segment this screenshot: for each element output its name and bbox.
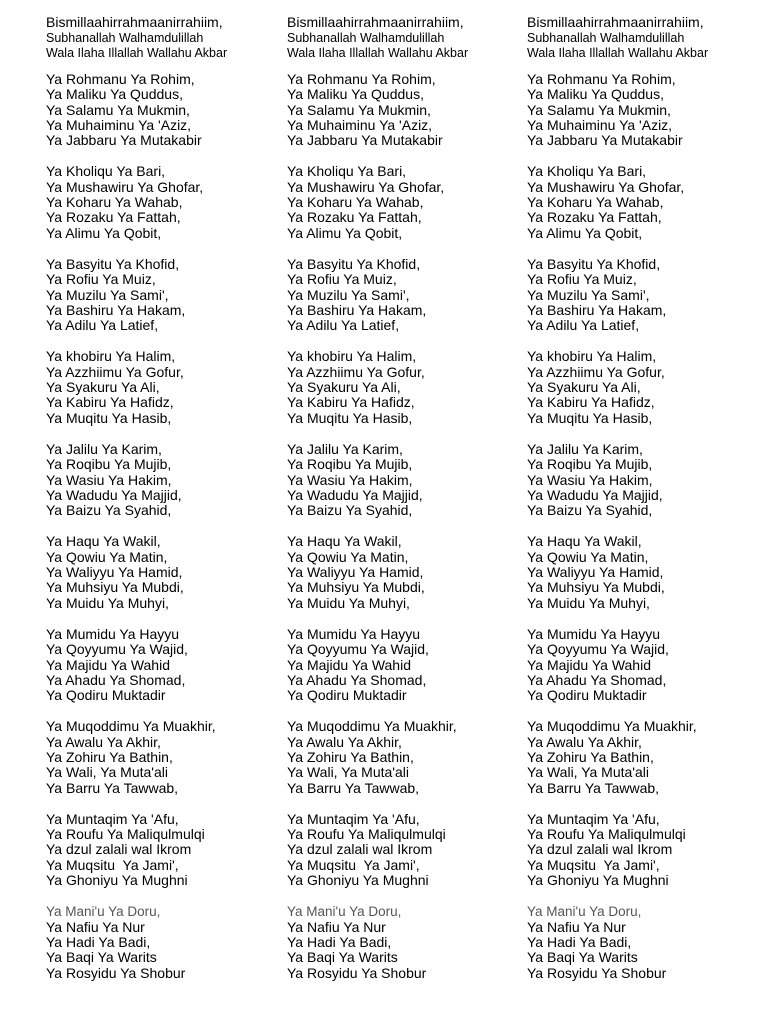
stanza (46, 904, 282, 980)
text-column-1 (46, 14, 282, 997)
verse-line: Ya Jalilu Ya Karim, (527, 440, 643, 457)
verse-line: Ya Muntaqim Ya 'Afu, (287, 810, 420, 827)
verse-line: Ya Muidu Ya Muhyi, (527, 594, 650, 611)
verse-line: Ya Roqibu Ya Mujib, (46, 456, 172, 473)
verse-line: Ya Awalu Ya Akhir, (46, 733, 161, 750)
verse-line: Ya dzul zalali wal Ikrom (46, 841, 192, 858)
verse-line: Ya Ghoniyu Ya Mughni (527, 872, 669, 889)
stanza (287, 349, 523, 425)
verse-line: Ya Mushawiru Ya Ghofar, (46, 178, 204, 195)
verse-line: Ya Muqsitu Ya Jami', (46, 856, 179, 873)
stanza (527, 904, 763, 980)
verse-line: Ya Kabiru Ya Hafidz, (46, 394, 174, 411)
verse-line: Ya Muhaiminu Ya 'Aziz, (46, 116, 192, 133)
verse-line: Ya Baizu Ya Syahid, (46, 502, 172, 519)
verse-line: Ya Maliku Ya Quddus, (46, 86, 183, 103)
verse-line: Ya Alimu Ya Qobit, (46, 224, 162, 241)
verse-line: Ya Muqitu Ya Hasib, (46, 409, 172, 426)
verse-line: Ya Qodiru Muktadir (527, 687, 647, 704)
verse-line: Ya Jalilu Ya Karim, (46, 440, 162, 457)
verse-line: Ya Waliyyu Ya Hamid, (527, 564, 664, 581)
verse-line: Ya Adilu Ya Latief, (527, 317, 640, 334)
verse-line: Ya Haqu Ya Wakil, (527, 533, 642, 550)
stanza (287, 812, 523, 888)
stanza (287, 534, 523, 610)
stanza (527, 534, 763, 610)
verse-line: Ya Qowiu Ya Matin, (527, 548, 649, 565)
verse-line: Ya Ghoniyu Ya Mughni (46, 872, 188, 889)
verse-line: Ya Qodiru Muktadir (46, 687, 166, 704)
verse-line: Ya Maliku Ya Quddus, (287, 86, 424, 103)
stanza (527, 719, 763, 795)
verse-line: Ya Qowiu Ya Matin, (46, 548, 168, 565)
stanza (46, 164, 282, 240)
verse-line: Ya Rosyidu Ya Shobur (287, 964, 427, 981)
header-line: Bismillaahirrahmaanirrahiim, (527, 14, 704, 30)
verse-line: Ya Ahadu Ya Shomad, (46, 671, 186, 688)
verse-line: Ya Zohiru Ya Bathin, (527, 748, 654, 765)
header-line: Bismillaahirrahmaanirrahiim, (46, 14, 223, 30)
verse-line: Ya Haqu Ya Wakil, (287, 533, 402, 550)
stanza (287, 72, 523, 148)
verse-line: Ya Roufu Ya Maliqulmulqi (287, 826, 446, 843)
verse-line: Ya Kabiru Ya Hafidz, (527, 394, 655, 411)
verse-line: Ya Hadi Ya Badi, (527, 933, 632, 950)
verse-line: Ya Baizu Ya Syahid, (287, 502, 413, 519)
verse-line: Ya Jalilu Ya Karim, (287, 440, 403, 457)
verse-line: Ya Muzilu Ya Sami', (46, 286, 169, 303)
header-line: Wala Ilaha Illallah Wallahu Akbar (287, 46, 469, 60)
verse-line: Ya Alimu Ya Qobit, (287, 224, 403, 241)
verse-line: Ya Wali, Ya Muta'ali (287, 764, 409, 781)
stanza (46, 627, 282, 703)
verse-line: Ya Adilu Ya Latief, (287, 317, 400, 334)
verse-line: Ya Wadudu Ya Majjid, (287, 486, 423, 503)
verse-line: Ya Rofiu Ya Muiz, (527, 271, 637, 288)
verse-line: Ya Muntaqim Ya 'Afu, (46, 810, 179, 827)
verse-line: Ya Wadudu Ya Majjid, (46, 486, 182, 503)
stanza (46, 812, 282, 888)
verse-line: Ya Muqoddimu Ya Muakhir, (527, 718, 697, 735)
verse-line: Ya Majidu Ya Wahid (46, 656, 170, 673)
header-line: Subhanallah Walhamdulillah (287, 31, 445, 45)
verse-line: Ya Ahadu Ya Shomad, (287, 671, 427, 688)
verse-line: Ya Mumidu Ya Hayyu (46, 625, 180, 642)
verse-line: Ya Kholiqu Ya Bari, (287, 163, 407, 180)
verse-line: Ya Jabbaru Ya Mutakabir (527, 132, 683, 149)
verse-line: Ya Azzhiimu Ya Gofur, (46, 363, 184, 380)
verse-line: Ya Majidu Ya Wahid (527, 656, 651, 673)
verse-line: Ya Muhsiyu Ya Mubdi, (527, 579, 665, 596)
verse-line: Ya Muqoddimu Ya Muakhir, (287, 718, 457, 735)
stanza-list (287, 72, 523, 981)
column-header (527, 14, 763, 61)
verse-line: Ya Baqi Ya Warits (287, 949, 398, 966)
stanza (287, 442, 523, 518)
verse-line: Ya Hadi Ya Badi, (287, 933, 392, 950)
verse-line: Ya Nafiu Ya Nur (527, 918, 626, 935)
verse-line: Ya Zohiru Ya Bathin, (287, 748, 414, 765)
verse-line: Ya Kholiqu Ya Bari, (527, 163, 647, 180)
stanza (287, 257, 523, 333)
verse-line: Ya Roufu Ya Maliqulmulqi (46, 826, 205, 843)
stanza (46, 257, 282, 333)
text-column-3 (527, 14, 763, 997)
verse-line: Ya Qoyyumu Ya Wajid, (287, 641, 429, 658)
column-header (287, 14, 523, 61)
verse-line: Ya Nafiu Ya Nur (46, 918, 145, 935)
verse-line: Ya Rohmanu Ya Rohim, (46, 71, 195, 87)
verse-line: Ya Salamu Ya Mukmin, (527, 101, 671, 118)
verse-line: Ya Muhsiyu Ya Mubdi, (46, 579, 184, 596)
verse-line: Ya Maliku Ya Quddus, (527, 86, 664, 103)
verse-line: Ya Wadudu Ya Majjid, (527, 486, 663, 503)
verse-line: Ya Koharu Ya Wahab, (46, 194, 183, 211)
verse-line: Ya Baqi Ya Warits (46, 949, 157, 966)
header-line: Subhanallah Walhamdulillah (46, 31, 204, 45)
column-header (46, 14, 282, 61)
verse-line: Ya Bashiru Ya Hakam, (287, 301, 427, 318)
verse-line: Ya Zohiru Ya Bathin, (46, 748, 173, 765)
verse-line: Ya Azzhiimu Ya Gofur, (527, 363, 665, 380)
verse-line: Ya Koharu Ya Wahab, (287, 194, 424, 211)
verse-line: Ya Rohmanu Ya Rohim, (527, 71, 676, 87)
verse-line: Ya Basyitu Ya Khofid, (46, 255, 180, 272)
verse-line: Ya Awalu Ya Akhir, (287, 733, 402, 750)
verse-line: Ya Ahadu Ya Shomad, (527, 671, 667, 688)
verse-line: Ya Rohmanu Ya Rohim, (287, 71, 436, 87)
header-line: Wala Ilaha Illallah Wallahu Akbar (527, 46, 709, 60)
verse-line: Ya Mumidu Ya Hayyu (287, 625, 421, 642)
verse-line: Ya Ghoniyu Ya Mughni (287, 872, 429, 889)
verse-line: Ya Hadi Ya Badi, (46, 933, 151, 950)
verse-line: Ya Muhsiyu Ya Mubdi, (287, 579, 425, 596)
verse-line: Ya Mani'u Ya Doru, (46, 904, 161, 920)
verse-line: Ya Mani'u Ya Doru, (287, 904, 402, 920)
stanza (46, 349, 282, 425)
stanza (527, 627, 763, 703)
verse-line: Ya Mushawiru Ya Ghofar, (527, 178, 685, 195)
verse-line: Ya Azzhiimu Ya Gofur, (287, 363, 425, 380)
stanza (287, 164, 523, 240)
verse-line: Ya Syakuru Ya Ali, (287, 379, 401, 396)
verse-line: Ya Wali, Ya Muta'ali (527, 764, 649, 781)
verse-line: Ya Muqitu Ya Hasib, (527, 409, 653, 426)
verse-line: Ya Baqi Ya Warits (527, 949, 638, 966)
stanza (46, 719, 282, 795)
verse-line: Ya Qoyyumu Ya Wajid, (46, 641, 188, 658)
verse-line: Ya Rozaku Ya Fattah, (527, 209, 662, 226)
verse-line: Ya Barru Ya Tawwab, (46, 779, 179, 796)
verse-line: Ya Muqitu Ya Hasib, (287, 409, 413, 426)
verse-line: Ya khobiru Ya Halim, (527, 348, 657, 365)
stanza-list (46, 72, 282, 981)
verse-line: Ya Haqu Ya Wakil, (46, 533, 161, 550)
text-column-2 (287, 14, 523, 997)
verse-line: Ya Waliyyu Ya Hamid, (46, 564, 183, 581)
verse-line: Ya Muqoddimu Ya Muakhir, (46, 718, 216, 735)
verse-line: Ya Muzilu Ya Sami', (527, 286, 650, 303)
verse-line: Ya Roqibu Ya Mujib, (287, 456, 413, 473)
verse-line: Ya Mani'u Ya Doru, (527, 904, 642, 920)
header-line: Subhanallah Walhamdulillah (527, 31, 685, 45)
stanza (46, 442, 282, 518)
header-line: Bismillaahirrahmaanirrahiim, (287, 14, 464, 30)
verse-line: Ya Syakuru Ya Ali, (46, 379, 160, 396)
verse-line: Ya Alimu Ya Qobit, (527, 224, 643, 241)
verse-line: Ya Wali, Ya Muta'ali (46, 764, 168, 781)
stanza (527, 257, 763, 333)
verse-line: Ya Salamu Ya Mukmin, (287, 101, 431, 118)
verse-line: Ya Qodiru Muktadir (287, 687, 407, 704)
header-line: Wala Ilaha Illallah Wallahu Akbar (46, 46, 228, 60)
verse-line: Ya Muzilu Ya Sami', (287, 286, 410, 303)
verse-line: Ya Rosyidu Ya Shobur (527, 964, 667, 981)
verse-line: Ya Waliyyu Ya Hamid, (287, 564, 424, 581)
verse-line: Ya Mushawiru Ya Ghofar, (287, 178, 445, 195)
verse-line: Ya Awalu Ya Akhir, (527, 733, 642, 750)
verse-line: Ya Kholiqu Ya Bari, (46, 163, 166, 180)
verse-line: Ya Kabiru Ya Hafidz, (287, 394, 415, 411)
stanza (527, 812, 763, 888)
verse-line: Ya Baizu Ya Syahid, (527, 502, 653, 519)
verse-line: Ya khobiru Ya Halim, (287, 348, 417, 365)
verse-line: Ya Basyitu Ya Khofid, (527, 255, 661, 272)
stanza (527, 442, 763, 518)
verse-line: Ya dzul zalali wal Ikrom (287, 841, 433, 858)
verse-line: Ya Jabbaru Ya Mutakabir (287, 132, 443, 149)
verse-line: Ya Rofiu Ya Muiz, (287, 271, 397, 288)
verse-line: Ya Roqibu Ya Mujib, (527, 456, 653, 473)
verse-line: Ya Basyitu Ya Khofid, (287, 255, 421, 272)
verse-line: Ya Barru Ya Tawwab, (527, 779, 660, 796)
verse-line: Ya Bashiru Ya Hakam, (527, 301, 667, 318)
verse-line: Ya Syakuru Ya Ali, (527, 379, 641, 396)
verse-line: Ya Muhaiminu Ya 'Aziz, (287, 116, 433, 133)
stanza (527, 349, 763, 425)
verse-line: Ya Muntaqim Ya 'Afu, (527, 810, 660, 827)
verse-line: Ya Muhaiminu Ya 'Aziz, (527, 116, 673, 133)
stanza (287, 719, 523, 795)
verse-line: Ya Wasiu Ya Hakim, (527, 471, 653, 488)
verse-line: Ya Muidu Ya Muhyi, (287, 594, 410, 611)
verse-line: Ya Wasiu Ya Hakim, (287, 471, 413, 488)
verse-line: Ya Muqsitu Ya Jami', (527, 856, 660, 873)
verse-line: Ya dzul zalali wal Ikrom (527, 841, 673, 858)
verse-line: Ya Nafiu Ya Nur (287, 918, 386, 935)
verse-line: Ya Mumidu Ya Hayyu (527, 625, 661, 642)
verse-line: Ya Jabbaru Ya Mutakabir (46, 132, 202, 149)
verse-line: Ya Salamu Ya Mukmin, (46, 101, 190, 118)
stanza (527, 164, 763, 240)
stanza (287, 904, 523, 980)
verse-line: Ya Bashiru Ya Hakam, (46, 301, 186, 318)
stanza-list (527, 72, 763, 981)
verse-line: Ya Muqsitu Ya Jami', (287, 856, 420, 873)
verse-line: Ya Majidu Ya Wahid (287, 656, 411, 673)
verse-line: Ya khobiru Ya Halim, (46, 348, 176, 365)
verse-line: Ya Rozaku Ya Fattah, (46, 209, 181, 226)
verse-line: Ya Koharu Ya Wahab, (527, 194, 664, 211)
stanza (527, 72, 763, 148)
verse-line: Ya Wasiu Ya Hakim, (46, 471, 172, 488)
verse-line: Ya Roufu Ya Maliqulmulqi (527, 826, 686, 843)
verse-line: Ya Rosyidu Ya Shobur (46, 964, 186, 981)
stanza (46, 534, 282, 610)
verse-line: Ya Rozaku Ya Fattah, (287, 209, 422, 226)
verse-line: Ya Qowiu Ya Matin, (287, 548, 409, 565)
verse-line: Ya Qoyyumu Ya Wajid, (527, 641, 669, 658)
verse-line: Ya Rofiu Ya Muiz, (46, 271, 156, 288)
stanza (46, 72, 282, 148)
verse-line: Ya Adilu Ya Latief, (46, 317, 159, 334)
stanza (287, 627, 523, 703)
verse-line: Ya Muidu Ya Muhyi, (46, 594, 169, 611)
verse-line: Ya Barru Ya Tawwab, (287, 779, 420, 796)
